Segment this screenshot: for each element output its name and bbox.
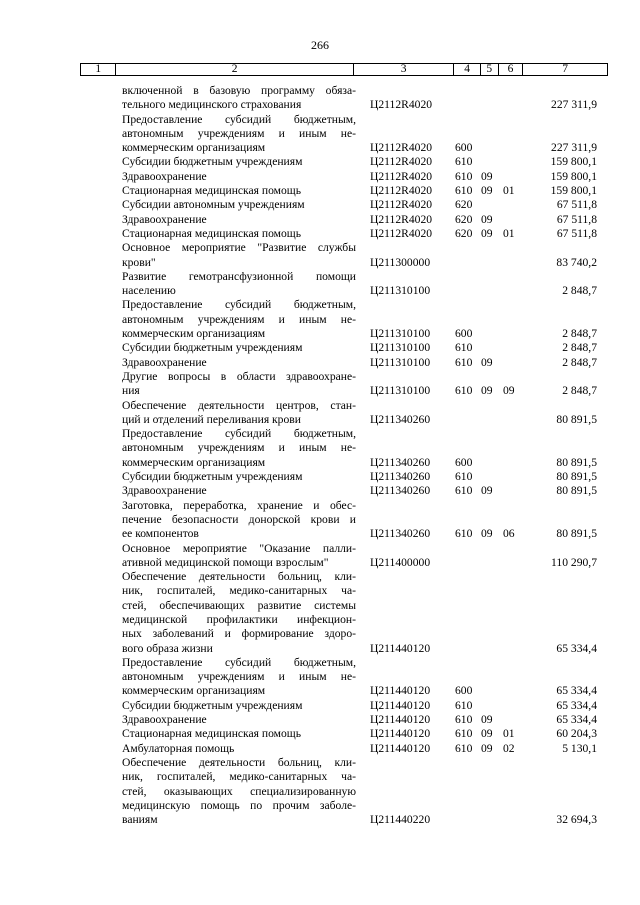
row-subsection: 02 — [503, 741, 515, 755]
description-line: Субсидии бюджетным учреждениям — [122, 155, 303, 169]
row-amount: 65 334,4 — [556, 641, 597, 655]
row-description — [122, 198, 356, 212]
row-subsection: 01 — [503, 226, 515, 240]
table-row — [0, 656, 640, 699]
row-description — [122, 742, 356, 756]
row-code: Ц211440120 — [370, 727, 431, 741]
row-amount: 65 334,4 — [556, 713, 597, 727]
row-description — [122, 241, 356, 270]
header-col-7: 7 — [562, 63, 569, 75]
description-line: Здравоохранение — [122, 484, 207, 498]
description-line: вого образа жизни — [122, 641, 213, 655]
row-expense-type: 610 — [455, 169, 473, 183]
description-line: ния — [122, 384, 140, 398]
row-subsection: 09 — [503, 384, 515, 398]
description-line: крови" — [122, 255, 156, 269]
description-line: коммерческим организациям — [122, 684, 266, 698]
row-subsection: 01 — [503, 184, 515, 198]
description-line: Стационарная медицинская помощь — [122, 226, 302, 240]
row-amount: 80 891,5 — [556, 484, 597, 498]
row-description — [122, 298, 356, 341]
table-row — [0, 184, 640, 198]
row-code: Ц2112R4020 — [370, 98, 433, 112]
table-row — [0, 241, 640, 270]
table-row — [0, 713, 640, 727]
table-row — [0, 113, 640, 156]
description-line: ее компонентов — [122, 527, 199, 541]
table-row — [0, 727, 640, 741]
description-line: включенной в базовую программу обяза- — [122, 84, 356, 97]
row-code: Ц211440120 — [370, 641, 431, 655]
description-line: автономным учреждениям и иным не- — [122, 312, 356, 326]
row-amount: 110 290,7 — [551, 555, 597, 569]
description-line: автономным учреждениям и иным не- — [122, 126, 356, 140]
description-line: Другие вопросы в области здравоохране- — [122, 369, 356, 383]
row-section: 09 — [481, 484, 493, 498]
description-line: Обеспечение деятельности центров, стан- — [122, 398, 356, 412]
row-description — [122, 470, 356, 484]
row-amount: 80 891,5 — [556, 412, 597, 426]
row-expense-type: 610 — [455, 713, 473, 727]
table-row — [0, 699, 640, 713]
row-subsection: 01 — [503, 727, 515, 741]
row-code: Ц2112R4020 — [370, 155, 433, 169]
description-line: Амбулаторная помощь — [122, 741, 235, 755]
row-expense-type: 610 — [455, 155, 473, 169]
row-code: Ц211340260 — [370, 412, 431, 426]
row-amount: 2 848,7 — [562, 284, 597, 298]
row-description — [122, 341, 356, 355]
row-amount: 227 311,9 — [551, 141, 597, 155]
description-line: Субсидии бюджетным учреждениям — [122, 341, 303, 355]
table-row — [0, 470, 640, 484]
description-line: Развитие гемотрансфузионной помощи — [122, 269, 356, 283]
description-line: ных заболеваний и формирование здоро- — [122, 627, 356, 641]
row-amount: 159 800,1 — [550, 169, 597, 183]
table-row — [0, 356, 640, 370]
row-code: Ц211440120 — [370, 741, 431, 755]
row-description — [122, 727, 356, 741]
row-amount: 2 848,7 — [562, 341, 597, 355]
description-line: Предоставление субсидий бюджетным, — [122, 655, 356, 669]
table-row — [0, 427, 640, 470]
table-header — [80, 63, 608, 76]
description-line: медицинской профилактики инфекцион- — [122, 612, 356, 626]
description-line: Здравоохранение — [122, 713, 207, 727]
row-amount: 80 891,5 — [556, 527, 597, 541]
row-amount: 2 848,7 — [562, 355, 597, 369]
row-section: 09 — [481, 355, 493, 369]
row-section: 09 — [481, 713, 493, 727]
description-line: ник, госпиталей, медико-санитарных ча- — [122, 584, 356, 598]
row-expense-type: 610 — [455, 470, 473, 484]
row-code: Ц211440120 — [370, 713, 431, 727]
row-amount: 67 511,8 — [556, 198, 597, 212]
description-line: печение безопасности донорской крови и — [122, 512, 356, 526]
table-row — [0, 84, 640, 113]
row-description — [122, 570, 356, 656]
row-amount: 80 891,5 — [556, 470, 597, 484]
row-description — [122, 542, 356, 571]
row-amount: 80 891,5 — [556, 455, 597, 469]
row-code: Ц2112R4020 — [370, 198, 433, 212]
row-code: Ц2112R4020 — [370, 141, 433, 155]
row-code: Ц211340260 — [370, 455, 431, 469]
table-row — [0, 198, 640, 212]
row-code: Ц211400000 — [370, 555, 431, 569]
row-amount: 67 511,8 — [556, 226, 597, 240]
description-line: Здравоохранение — [122, 212, 207, 226]
row-description — [122, 356, 356, 370]
row-description — [122, 113, 356, 156]
row-expense-type: 610 — [455, 355, 473, 369]
description-line: Здравоохранение — [122, 355, 207, 369]
table-row — [0, 155, 640, 169]
row-section: 09 — [481, 169, 493, 183]
header-col-2: 2 — [116, 64, 353, 75]
row-code: Ц2112R4020 — [370, 212, 433, 226]
description-line: ативной медицинской помощи взрослым" — [122, 555, 329, 569]
row-section: 09 — [481, 184, 493, 198]
table-row — [0, 170, 640, 184]
row-amount: 65 334,4 — [556, 698, 597, 712]
row-expense-type: 610 — [455, 527, 473, 541]
row-expense-type: 620 — [455, 212, 473, 226]
description-line: Основное мероприятие "Оказание палли- — [122, 541, 356, 555]
row-expense-type: 610 — [455, 384, 473, 398]
row-code: Ц211440220 — [370, 813, 431, 827]
row-amount: 159 800,1 — [550, 184, 597, 198]
description-line: коммерческим организациям — [122, 141, 266, 155]
table-row — [0, 298, 640, 341]
row-description — [122, 484, 356, 498]
description-line: тельного медицинского страхования — [122, 98, 302, 112]
row-expense-type: 600 — [455, 455, 473, 469]
description-line: Стационарная медицинская помощь — [122, 727, 302, 741]
table-row — [0, 756, 640, 828]
description-line: ций и отделений переливания крови — [122, 412, 301, 426]
row-description — [122, 499, 356, 542]
row-description — [122, 427, 356, 470]
description-line: ваниям — [122, 813, 158, 827]
table-row — [0, 499, 640, 542]
row-description — [122, 227, 356, 241]
table-row — [0, 542, 640, 571]
description-line: Заготовка, переработка, хранение и обес- — [122, 498, 356, 512]
row-amount: 67 511,8 — [556, 212, 597, 226]
row-code: Ц211310100 — [370, 284, 431, 298]
table-row — [0, 570, 640, 656]
page-number: 266 — [311, 38, 329, 52]
row-expense-type: 600 — [455, 684, 473, 698]
table-row — [0, 370, 640, 399]
row-description — [122, 399, 356, 428]
row-amount: 60 204,3 — [556, 727, 597, 741]
description-line: коммерческим организациям — [122, 327, 266, 341]
row-description — [122, 155, 356, 169]
row-code: Ц211440120 — [370, 684, 431, 698]
description-line: стей, оказывающих специализированную — [122, 784, 356, 798]
description-line: стей, обеспечивающих развитие системы — [122, 598, 356, 612]
row-amount: 32 694,3 — [556, 813, 597, 827]
header-col-5: 5 — [481, 64, 499, 75]
table-row — [0, 213, 640, 227]
row-expense-type: 600 — [455, 141, 473, 155]
row-description — [122, 184, 356, 198]
description-line: Субсидии бюджетным учреждениям — [122, 470, 303, 484]
row-code: Ц211340260 — [370, 527, 431, 541]
row-section: 09 — [481, 226, 493, 240]
description-line: Субсидии автономным учреждениям — [122, 198, 305, 212]
header-col-3: 3 — [354, 64, 454, 75]
table-row — [0, 270, 640, 299]
description-line: ник, госпиталей, медико-санитарных ча- — [122, 770, 356, 784]
row-expense-type: 610 — [455, 698, 473, 712]
row-amount: 65 334,4 — [556, 684, 597, 698]
row-section: 09 — [481, 384, 493, 398]
row-amount: 83 740,2 — [556, 255, 597, 269]
row-expense-type: 610 — [455, 741, 473, 755]
row-code: Ц211310100 — [370, 327, 431, 341]
row-section: 09 — [481, 741, 493, 755]
description-line: коммерческим организациям — [122, 455, 266, 469]
table-row — [0, 399, 640, 428]
description-line: медицинскую помощь по прочим заболе- — [122, 798, 356, 812]
row-expense-type: 600 — [455, 327, 473, 341]
description-line: автономным учреждениям и иным не- — [122, 441, 356, 455]
description-line: Обеспечение деятельности больниц, кли- — [122, 755, 356, 769]
description-line: Предоставление субсидий бюджетным, — [122, 427, 356, 441]
description-line: Предоставление субсидий бюджетным, — [122, 112, 356, 126]
description-line: Предоставление субсидий бюджетным, — [122, 298, 356, 312]
row-amount: 227 311,9 — [551, 98, 597, 112]
row-amount: 159 800,1 — [550, 155, 597, 169]
row-description — [122, 270, 356, 299]
row-amount: 5 130,1 — [562, 741, 597, 755]
row-code: Ц211340260 — [370, 484, 431, 498]
header-col-1: 1 — [81, 64, 116, 75]
row-description — [122, 713, 356, 727]
row-amount: 2 848,7 — [562, 327, 597, 341]
row-expense-type: 610 — [455, 484, 473, 498]
table-body — [0, 84, 640, 827]
table-row — [0, 341, 640, 355]
description-line: Субсидии бюджетным учреждениям — [122, 698, 303, 712]
row-description — [122, 370, 356, 399]
row-description — [122, 213, 356, 227]
row-code: Ц211310100 — [370, 341, 431, 355]
row-section: 09 — [481, 727, 493, 741]
row-expense-type: 610 — [455, 341, 473, 355]
row-description — [122, 84, 356, 113]
row-code: Ц211440120 — [370, 698, 431, 712]
row-code: Ц211310100 — [370, 355, 431, 369]
header-col-4: 4 — [454, 64, 481, 75]
row-expense-type: 610 — [455, 727, 473, 741]
row-code: Ц2112R4020 — [370, 169, 433, 183]
description-line: населению — [122, 284, 176, 298]
row-subsection: 06 — [503, 527, 515, 541]
row-code: Ц211310100 — [370, 384, 431, 398]
description-line: Обеспечение деятельности больниц, кли- — [122, 570, 356, 584]
row-code: Ц2112R4020 — [370, 184, 433, 198]
table-row — [0, 227, 640, 241]
row-code: Ц211300000 — [370, 255, 431, 269]
table-row — [0, 484, 640, 498]
row-section: 09 — [481, 527, 493, 541]
row-description — [122, 656, 356, 699]
table-row — [0, 742, 640, 756]
row-description — [122, 699, 356, 713]
row-code: Ц211340260 — [370, 470, 431, 484]
description-line: Здравоохранение — [122, 169, 207, 183]
row-expense-type: 620 — [455, 226, 473, 240]
description-line: автономным учреждениям и иным не- — [122, 670, 356, 684]
row-amount: 2 848,7 — [562, 384, 597, 398]
header-col-6: 6 — [499, 64, 524, 75]
row-section: 09 — [481, 212, 493, 226]
description-line: Стационарная медицинская помощь — [122, 184, 302, 198]
row-expense-type: 620 — [455, 198, 473, 212]
description-line: Основное мероприятие "Развитие службы — [122, 241, 356, 255]
row-code: Ц2112R4020 — [370, 226, 433, 240]
row-expense-type: 610 — [455, 184, 473, 198]
row-description — [122, 756, 356, 827]
row-description — [122, 170, 356, 184]
